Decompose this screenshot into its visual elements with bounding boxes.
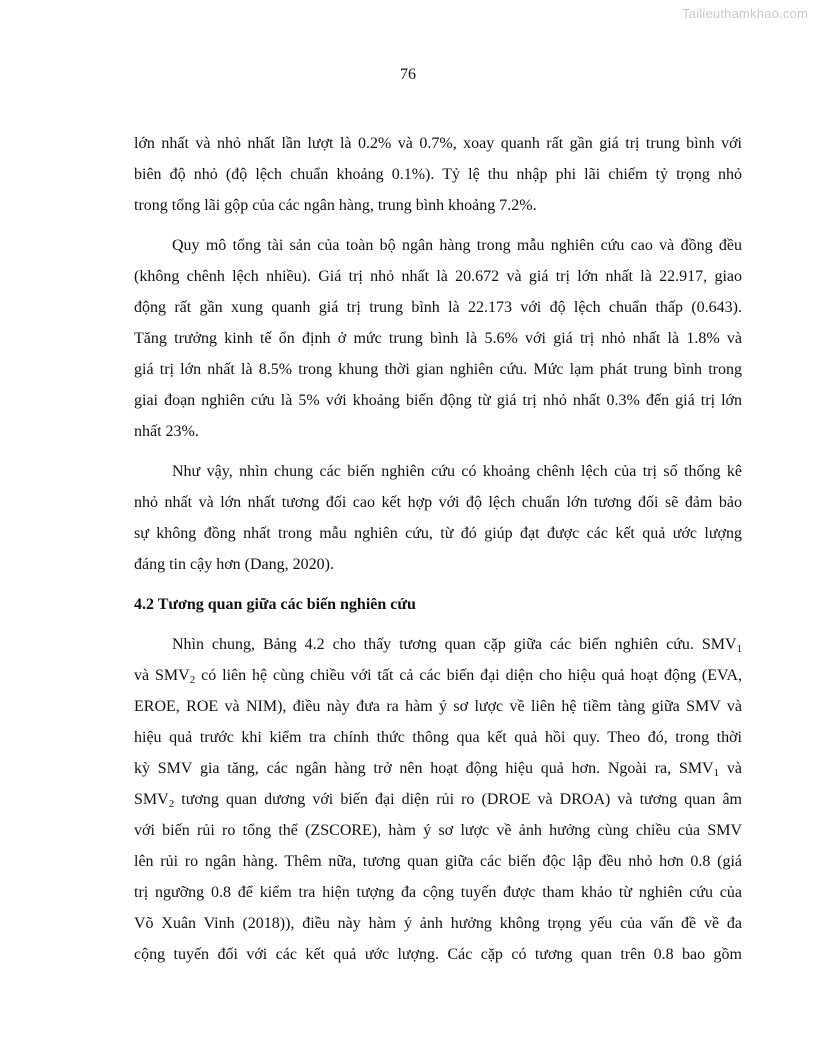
text-line	[134, 784, 742, 815]
text-run: và SMV	[134, 667, 190, 684]
text-line: lên rủi ro ngân hàng. Thêm nữa, tương quan giữa các biến độc lập đều nhỏ hơn 0.8 (giá	[134, 853, 742, 870]
section-heading: 4.2 Tương quan giữa các biến nghiên cứu	[134, 596, 416, 613]
text-line: trong tổng lãi gộp của các ngân hàng, trung bình khoảng 7.2%.	[134, 197, 537, 214]
text-line: đáng tin cậy hơn (Dang, 2020).	[134, 556, 334, 573]
page-number: 76	[400, 66, 416, 83]
text-line: giá trị lớn nhất là 8.5% trong khung thời gian nghiên cứu. Mức lạm phát trung bình trong	[134, 361, 742, 378]
text-line: động rất gần xung quanh giá trị trung bình là 22.173 với độ lệch chuẩn thấp (0.643).	[134, 299, 742, 316]
text-run: có liên hệ cùng chiều với tất cả các biến đại diện cho hiệu quả hoạt động (EVA,	[195, 667, 743, 684]
text-run: Nhìn chung, Bảng 4.2 cho thấy tương quan cặp giữa các biến nghiên cứu. SMV	[172, 636, 737, 653]
text-line: lớn nhất và nhỏ nhất lần lượt là 0.2% và 0.7%, xoay quanh rất gần giá trị trung bình với	[134, 135, 742, 152]
subscript: 1	[713, 767, 720, 779]
text-line: nhỏ nhất và lớn nhất tương đối cao kết hợp với độ lệch chuẩn lớn tương đối sẽ đảm bảo	[134, 494, 742, 511]
text-line: Võ Xuân Vinh (2018)), điều này hàm ý ảnh hưởng không trọng yếu của vấn đề về đa	[134, 915, 742, 932]
text-line: nhất 23%.	[134, 423, 199, 440]
text-run: SMV	[134, 791, 169, 808]
text-line: sự không đồng nhất trong mẫu nghiên cứu, từ đó giúp đạt được các kết quả ước lượng	[134, 525, 742, 542]
text-line: hiệu quả trước khi kiểm tra chính thức thông qua kết quả hồi quy. Theo đó, trong thời	[134, 729, 742, 746]
text-line	[134, 629, 742, 660]
watermark: Tailieuthamkhao.com	[682, 6, 808, 21]
text-line: biên độ nhỏ (độ lệch chuẩn khoảng 0.1%). Tỷ lệ thu nhập phi lãi chiếm tỷ trọng nhỏ	[134, 166, 742, 183]
text-line	[134, 753, 742, 784]
text-line	[134, 660, 742, 691]
text-run: và	[719, 760, 742, 777]
text-line: trị ngưỡng 0.8 để kiểm tra hiện tượng đa cộng tuyến được tham khảo từ nghiên cứu của	[134, 884, 742, 901]
text-line: với biến rủi ro tổng thể (ZSCORE), hàm ý sơ lược về ảnh hưởng cùng chiều của SMV	[134, 822, 742, 839]
page-body	[134, 128, 742, 970]
text-line: (không chênh lệch nhiều). Giá trị nhỏ nhất là 20.672 và giá trị lớn nhất là 22.917, giao	[134, 268, 742, 285]
paragraph-3	[134, 456, 742, 580]
paragraph-2	[134, 230, 742, 447]
paragraph-4	[134, 629, 742, 970]
subscript: 2	[168, 798, 175, 810]
text-line: EROE, ROE và NIM), điều này đưa ra hàm ý sơ lược về liên hệ tiềm tàng giữa SMV và	[134, 698, 742, 715]
subscript: 2	[189, 674, 196, 686]
text-line: Như vậy, nhìn chung các biến nghiên cứu có khoảng chênh lệch của trị số thống kê	[172, 463, 742, 480]
paragraph-1	[134, 128, 742, 221]
text-line: Tăng trưởng kinh tế ổn định ở mức trung bình là 5.6% với giá trị nhỏ nhất là 1.8% và	[134, 330, 742, 347]
text-run: tương quan dương với biến đại diện rủi ro (DROE và DROA) và tương quan âm	[174, 791, 742, 808]
text-run: kỳ SMV gia tăng, các ngân hàng trở nên hoạt động hiệu quả hơn. Ngoài ra, SMV	[134, 760, 714, 777]
subscript: 1	[736, 643, 742, 655]
text-line: giai đoạn nghiên cứu là 5% với khoảng biến động từ giá trị nhỏ nhất 0.3% đến giá trị lớn	[134, 392, 742, 409]
text-line: cộng tuyến đối với các kết quả ước lượng. Các cặp có tương quan trên 0.8 bao gồm	[134, 946, 742, 963]
text-line: Quy mô tổng tài sản của toàn bộ ngân hàng trong mẫu nghiên cứu cao và đồng đều	[172, 237, 742, 254]
